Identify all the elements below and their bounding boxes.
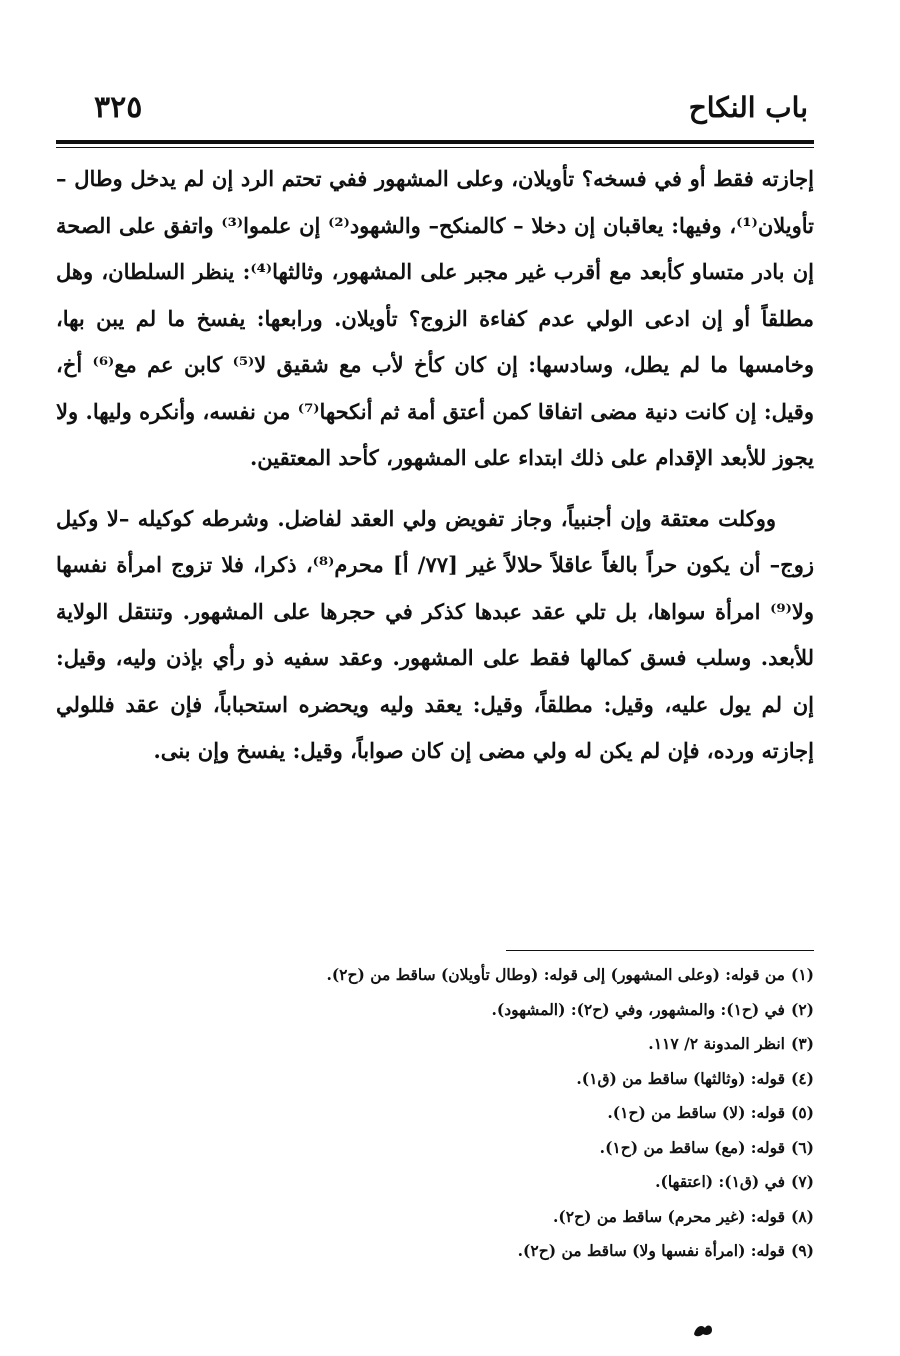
footnotes-list	[200, 958, 814, 1269]
footnote-9	[200, 1234, 814, 1269]
footnote-text: من قوله: (وعلى المشهور) إلى قوله: (وطال تأويلان) ساقط من (ح٢).	[326, 965, 785, 984]
page-header	[90, 86, 808, 136]
footnote-number: (٥)	[790, 1103, 814, 1122]
footnote-number: (١)	[790, 965, 814, 984]
footnote-text: في (ح١): والمشهور، وفي (ح٢): (المشهود).	[491, 999, 785, 1019]
footnote-8	[200, 1200, 814, 1235]
footnote-number: (٣)	[790, 1034, 814, 1053]
footnote-text: قوله: (مع) ساقط من (ح١).	[599, 1137, 785, 1157]
main-text	[56, 156, 814, 775]
footnote-text: في (ق١): (اعتقها).	[655, 1172, 785, 1191]
footnote-text: قوله: (وثالثها) ساقط من (ق١).	[576, 1068, 785, 1088]
footnote-text: قوله: (لا) ساقط من (ح١).	[607, 1103, 785, 1122]
footnote-text: قوله: (غير محرم) ساقط من (ح٢).	[553, 1206, 785, 1226]
footnote-number: (٨)	[790, 1206, 814, 1226]
footnote-separator	[506, 950, 814, 951]
header-rule-thin	[56, 147, 814, 148]
header-rule-thick	[56, 140, 814, 144]
paragraph-1: إجازته فقط أو في فسخه؟ تأويلان، وعلى المشهور ففي تحتم الرد إن لم يدخل وطال – تأويلان⁽¹⁾، وفيها: يعاقبان إن دخلا – كالمنكح– والشهود⁽²⁾ إن علموا⁽³⁾ واتفق على الصحة إن بادر متساو كأبعد مع أقرب غير مجبر على المشهور، وثالثها⁽⁴⁾: ينظر السلطان، وهل مطلقاً أو إن ادعى الولي عدم كفاءة الزوج؟ تأويلان. ورابعها: يفسخ ما لم يبن بها، وخامسها ما لم يطل، وسادسها: إن كان كأخ لأب مع شقيق لا⁽⁵⁾ كابن عم مع⁽⁶⁾ أخ، وقيل: إن كانت دنية مضى اتفاقا كمن أعتق أمة ثم أنكحها⁽⁷⁾ من نفسه، وأنكره وليها. ولا يجوز للأبعد الإقدام على ذلك ابتداء على المشهور، كأحد المعتقين.	[56, 166, 814, 470]
footnote-text: قوله: (امرأة نفسها ولا) ساقط من (ح٢).	[517, 1241, 785, 1260]
footnote-number: (٤)	[790, 1068, 814, 1088]
footnote-number: (٩)	[790, 1241, 814, 1260]
page-number: ٣٢٥	[94, 90, 143, 125]
footnote-text: انظر المدونة ٢/ ١١٧.	[648, 1034, 785, 1053]
chapter-title: باب النكاح	[688, 91, 808, 124]
footnote-4	[200, 1062, 814, 1097]
footnote-number: (٧)	[790, 1172, 814, 1191]
footnote-7	[200, 1165, 814, 1200]
footnote-3	[200, 1027, 814, 1062]
footnote-6	[200, 1131, 814, 1166]
footnote-5	[200, 1096, 814, 1131]
footnote-number: (٢)	[790, 999, 814, 1019]
footnote-1	[200, 958, 814, 993]
footnote-2	[200, 993, 814, 1028]
paragraph-2: ووكلت معتقة وإن أجنبياً، وجاز تفويض ولي العقد لفاضل. وشرطه كوكيله –لا وكيل زوج– أن يكون حراً بالغاً عاقلاً حلالاً غير [٧٧/ أ] محرم⁽⁸⁾، ذكرا، فلا تزوج امرأة نفسها ولا⁽⁹⁾ امرأة سواها، بل تلي عقد عبدها كذكر في حجرها على المشهور. وتنتقل الولاية للأبعد. وسلب فسق كمالها فقط على المشهور. وعقد سفيه ذو رأي بإذن وليه، وقيل: إن لم يول عليه، وقيل: مطلقاً، وقيل: يعقد وليه ويحضره استحباباً، فإن عقد فللولي إجازته ورده، فإن لم يكن له ولي مضى إن كان صواباً، وقيل: يفسخ وإن بنى.	[56, 505, 814, 763]
ornament-icon	[692, 1322, 714, 1338]
footnote-number: (٦)	[790, 1137, 814, 1157]
